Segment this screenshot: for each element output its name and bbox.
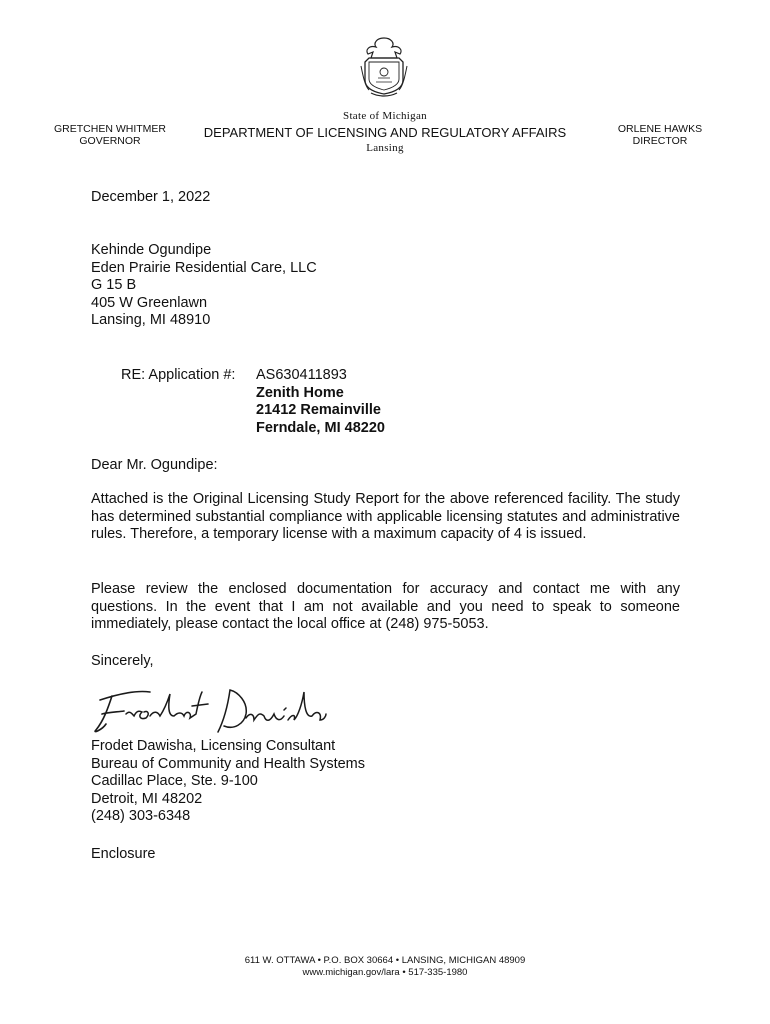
body-paragraph-2: Please review the enclosed documentation for accuracy and contact me with any questions. In the event that I am not available and you need to speak to someone immediately, please contact the local office at (248) 975-5053. <box>91 581 680 633</box>
salutation: Dear Mr. Ogundipe: <box>91 457 218 473</box>
signer-office: Cadillac Place, Ste. 9-100 <box>91 773 258 790</box>
re-label: RE: Application #: <box>121 367 236 383</box>
address-line: Kehinde Ogundipe <box>91 242 212 258</box>
recipient-address <box>91 242 317 330</box>
state-name: State of Michigan <box>343 110 427 122</box>
signer-name: Frodet Dawisha, Licensing Consultant <box>91 738 336 754</box>
city-name: Lansing <box>366 142 404 154</box>
body-paragraph-1: Attached is the Original Licensing Study Report for the above referenced facility. The study has determined substantial compliance with applicable licensing statutes and administrative rules. Therefore, a temporary license with a maximum capacity of 4 is issued. <box>91 491 680 543</box>
governor-name: GRETCHEN WHITMER <box>54 123 166 135</box>
address-line: G 15 B <box>91 277 137 294</box>
signer-block <box>91 738 365 826</box>
footer-address: 611 W. OTTAWA • P.O. BOX 30664 • LANSING, MICHIGAN 48909 <box>244 955 526 966</box>
governor-block <box>40 123 180 147</box>
application-number: AS630411893 <box>256 367 347 383</box>
page-footer <box>180 955 590 979</box>
address-line: Lansing, MI 48910 <box>91 312 211 329</box>
facility-name: Zenith Home <box>256 384 344 401</box>
footer-contact: www.michigan.gov/lara • 517-335-1980 <box>302 967 468 978</box>
director-block <box>600 123 720 147</box>
signer-phone: (248) 303-6348 <box>91 808 191 825</box>
address-line: 405 W Greenlawn <box>91 294 208 311</box>
signer-city: Detroit, MI 48202 <box>91 790 203 807</box>
facility-street: 21412 Remainville <box>256 402 381 419</box>
governor-title: GOVERNOR <box>79 135 141 147</box>
state-seal-icon <box>359 36 409 98</box>
director-name: ORLENE HAWKS <box>617 123 703 135</box>
enclosure-note: Enclosure <box>91 846 156 862</box>
department-name: DEPARTMENT OF LICENSING AND REGULATORY AFFAIRS <box>203 125 567 140</box>
director-title: DIRECTOR <box>632 135 688 147</box>
letter-date: December 1, 2022 <box>91 189 211 205</box>
handwritten-signature <box>88 680 328 740</box>
re-block <box>121 367 385 437</box>
closing: Sincerely, <box>91 653 154 669</box>
facility-city: Ferndale, MI 48220 <box>256 419 385 436</box>
letterhead <box>190 110 580 154</box>
signer-bureau: Bureau of Community and Health Systems <box>91 755 366 772</box>
address-line: Eden Prairie Residential Care, LLC <box>91 259 317 276</box>
